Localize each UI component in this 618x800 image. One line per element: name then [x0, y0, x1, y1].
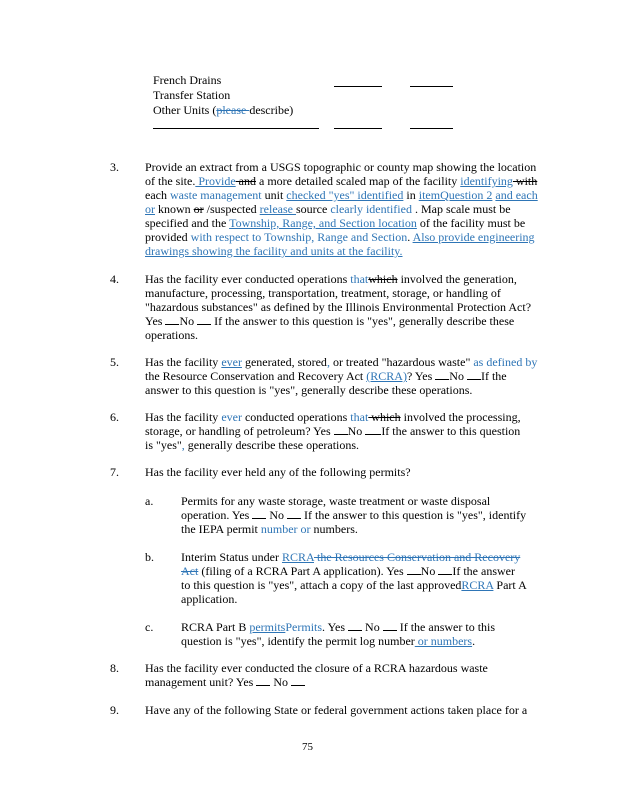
q3-line: Provide an extract from a USGS topographic or county map showing the location [145, 160, 537, 174]
q8-line: Has the facility ever conducted the closure of a RCRA hazardous waste [145, 661, 488, 675]
q7b-line: to this question is "yes", attach a copy of the last approvedRCRA Part A [181, 578, 527, 592]
q4-line: "hazardous substances" as defined by the Illinois Environmental Protection Act? [145, 300, 532, 314]
unit-other-units: Other Units (please describe) [153, 103, 294, 117]
question-number: 3. [110, 160, 119, 174]
answer-blank [334, 86, 382, 87]
answer-blank [410, 128, 453, 129]
q7c-line: RCRA Part B permitsPermits. Yes No If the answer to this [181, 620, 496, 634]
q8-line: management unit? Yes No [145, 675, 305, 689]
q4-line: manufacture, processing, transportation, treatment, storage, or handling of [145, 286, 501, 300]
q4-line: Yes No If the answer to this question is "yes", generally describe these [145, 314, 515, 328]
describe-blank [153, 128, 319, 129]
q3-line: drawings showing the facility and units at the facility. [145, 244, 403, 258]
question-number: 5. [110, 355, 119, 369]
subitem-label: a. [145, 494, 154, 508]
subitem-label: b. [145, 550, 154, 564]
q7b-line: Interim Status under RCRA the Resources Conservation and Recovery [181, 550, 521, 564]
subitem-label: c. [145, 620, 154, 634]
q7b-line: Act (filing of a RCRA Part A application). Yes No If the answer [181, 564, 515, 578]
page-number: 75 [302, 741, 313, 753]
q9-line: Have any of the following State or federal government actions taken place for a [145, 703, 528, 717]
question-number: 9. [110, 703, 119, 717]
q7-line: Has the facility ever held any of the following permits? [145, 465, 411, 479]
q3-line: provided with respect to Township, Range and Section. Also provide engineering [145, 230, 535, 244]
q6-line: is "yes", generally describe these operations. [145, 438, 360, 452]
q7b-line: application. [181, 592, 238, 606]
q7a-line: Permits for any waste storage, waste treatment or waste disposal [181, 494, 491, 508]
q7c-line: question is "yes", identify the permit log number or numbers. [181, 634, 476, 648]
q6-line: Has the facility ever conducted operations that which involved the processing, [145, 410, 521, 424]
q3-line: of the site. Provide and a more detailed scaled map of the facility identifying with [145, 174, 538, 188]
q5-line: the Resource Conservation and Recovery Act (RCRA)? Yes No If the [145, 369, 507, 383]
q4-line: operations. [145, 328, 198, 342]
q3-line: specified and the Township, Range, and Section location of the facility must be [145, 216, 526, 230]
question-number: 8. [110, 661, 119, 675]
q6-line: storage, or handling of petroleum? Yes No If the answer to this question [145, 424, 521, 438]
question-number: 7. [110, 465, 119, 479]
question-number: 6. [110, 410, 119, 424]
unit-transfer-station: Transfer Station [153, 88, 231, 102]
q4-line: Has the facility ever conducted operations thatwhich involved the generation, [145, 272, 517, 286]
q5-line: answer to this question is "yes", generally describe these operations. [145, 383, 473, 397]
answer-blank [410, 86, 453, 87]
q3-line: each waste management unit checked "yes" identified in itemQuestion 2 and each [145, 188, 538, 202]
q3-line: or known or /suspected release source clearly identified . Map scale must be [145, 202, 511, 216]
q7a-line: the IEPA permit number or numbers. [181, 522, 358, 536]
answer-blank [334, 128, 382, 129]
question-number: 4. [110, 272, 119, 286]
q7a-line: operation. Yes No If the answer to this question is "yes", identify [181, 508, 527, 522]
unit-french-drains: French Drains [153, 73, 222, 87]
q5-line: Has the facility ever generated, stored, or treated "hazardous waste" as defined by [145, 355, 538, 369]
